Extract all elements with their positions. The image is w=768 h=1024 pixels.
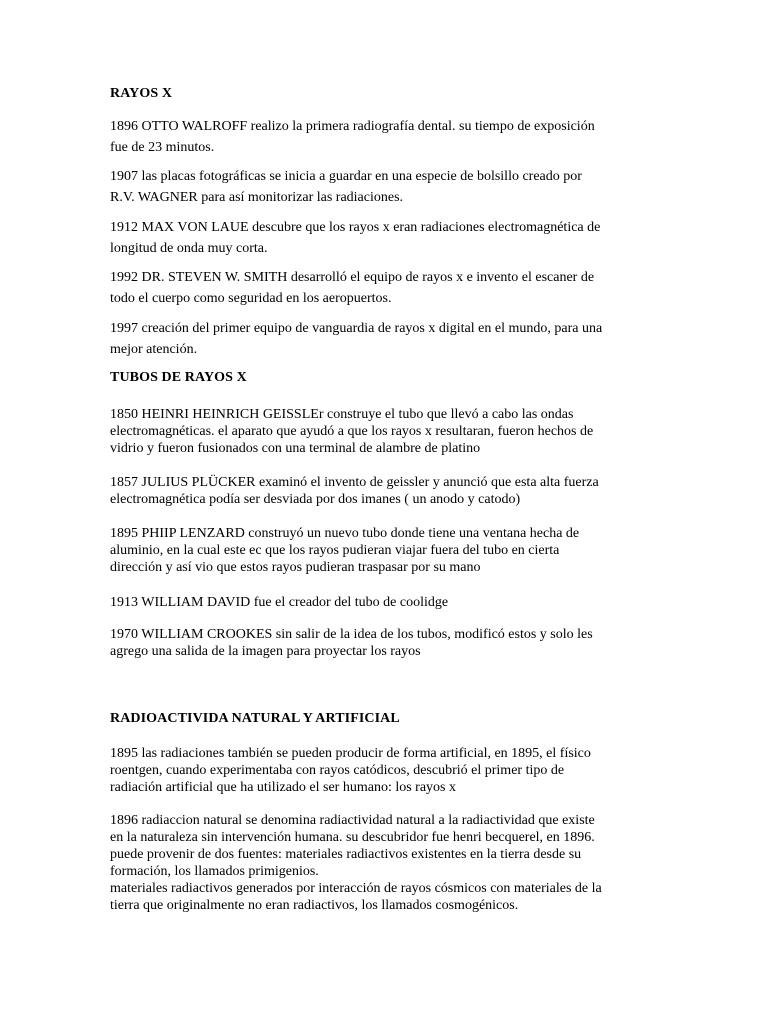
text-line: tierra que originalmente no eran radiactivos, los llamados cosmogénicos. <box>110 898 519 913</box>
text-line: todo el cuerpo como seguridad en los aeropuertos. <box>110 290 392 306</box>
text-line: 1896 OTTO WALROFF realizo la primera radiografía dental. su tiempo de exposición <box>110 119 595 134</box>
paragraph-1895-roentgen <box>110 745 658 796</box>
text-line: 1895 las radiaciones también se pueden producir de forma artificial, en 1895, el físico <box>110 746 591 761</box>
text-line: en la naturaleza sin intervención humana. su descubridor fue henri becquerel, en 1896. <box>110 830 595 845</box>
paragraph-1857-plucker <box>110 474 658 508</box>
paragraph-1992-smith <box>110 268 658 309</box>
section-heading-rayos-x: RAYOS X <box>110 86 173 101</box>
section-heading-tubos: TUBOS DE RAYOS X <box>110 370 247 385</box>
paragraph-1907-wagner <box>110 167 658 208</box>
text-line: 1896 radiaccion natural se denomina radiactividad natural a la radiactividad que existe <box>110 813 595 828</box>
text-line: 1912 MAX VON LAUE descubre que los rayos x eran radiaciones electromagnética de <box>110 220 601 235</box>
text-line: 1913 WILLIAM DAVID fue el creador del tubo de coolidge <box>110 595 449 610</box>
text-line: 1997 creación del primer equipo de vanguardia de rayos x digital en el mundo, para una <box>110 321 603 336</box>
text-line: R.V. WAGNER para así monitorizar las radiaciones. <box>110 189 404 205</box>
text-line: mejor atención. <box>110 341 198 357</box>
text-line: formación, los llamados primigenios. <box>110 864 319 879</box>
paragraph-1970-crookes <box>110 626 658 660</box>
text-line: roentgen, cuando experimentaba con rayos catódicos, descubrió el primer tipo de <box>110 763 565 778</box>
text-line: 1970 WILLIAM CROOKES sin salir de la idea de los tubos, modificó estos y solo les <box>110 627 593 642</box>
paragraph-1895-lenzard <box>110 525 658 576</box>
paragraph-1912-laue <box>110 218 658 259</box>
section-heading-radioactividad: RADIOACTIVIDA NATURAL Y ARTIFICIAL <box>110 711 400 726</box>
text-line: puede provenir de dos fuentes: materiales radiactivos existentes en la tierra desde su <box>110 847 582 862</box>
text-line: 1850 HEINRI HEINRICH GEISSLEr construye el tubo que llevó a cabo las ondas <box>110 407 574 422</box>
paragraph-1913-david <box>110 594 658 611</box>
paragraph-1896-walroff <box>110 117 658 158</box>
text-line: fue de 23 minutos. <box>110 139 215 155</box>
text-line: vidrio y fueron fusionados con una terminal de alambre de platino <box>110 441 481 456</box>
text-line: 1895 PHIIP LENZARD construyó un nuevo tubo donde tiene una ventana hecha de <box>110 526 580 541</box>
text-line: 1992 DR. STEVEN W. SMITH desarrolló el equipo de rayos x e invento el escaner de <box>110 270 595 285</box>
text-line: materiales radiactivos generados por interacción de rayos cósmicos con materiales de la <box>110 881 602 896</box>
text-line: electromagnética podía ser desviada por dos imanes ( un anodo y catodo) <box>110 492 521 507</box>
text-line: agrego una salida de la imagen para proyectar los rayos <box>110 644 421 659</box>
text-line: 1907 las placas fotográficas se inicia a guardar en una especie de bolsillo creado por <box>110 169 582 184</box>
paragraph-1850-geissler <box>110 406 658 457</box>
text-line: dirección y así vio que estos rayos pudieran traspasar por su mano <box>110 560 481 575</box>
text-line: electromagnéticas. el aparato que ayudó a que los rayos x resultaran, fueron hechos de <box>110 424 594 439</box>
text-line: longitud de onda muy corta. <box>110 240 268 256</box>
text-line: aluminio, en la cual este ec que los rayos pudieran viajar fuera del tubo en cierta <box>110 543 560 558</box>
text-line: 1857 JULIUS PLÜCKER examinó el invento de geissler y anunció que esta alta fuerza <box>110 475 599 490</box>
paragraph-1997-digital <box>110 319 658 360</box>
paragraph-1896-becquerel <box>110 812 658 914</box>
text-line: radiación artificial que ha utilizado el ser humano: los rayos x <box>110 780 456 795</box>
